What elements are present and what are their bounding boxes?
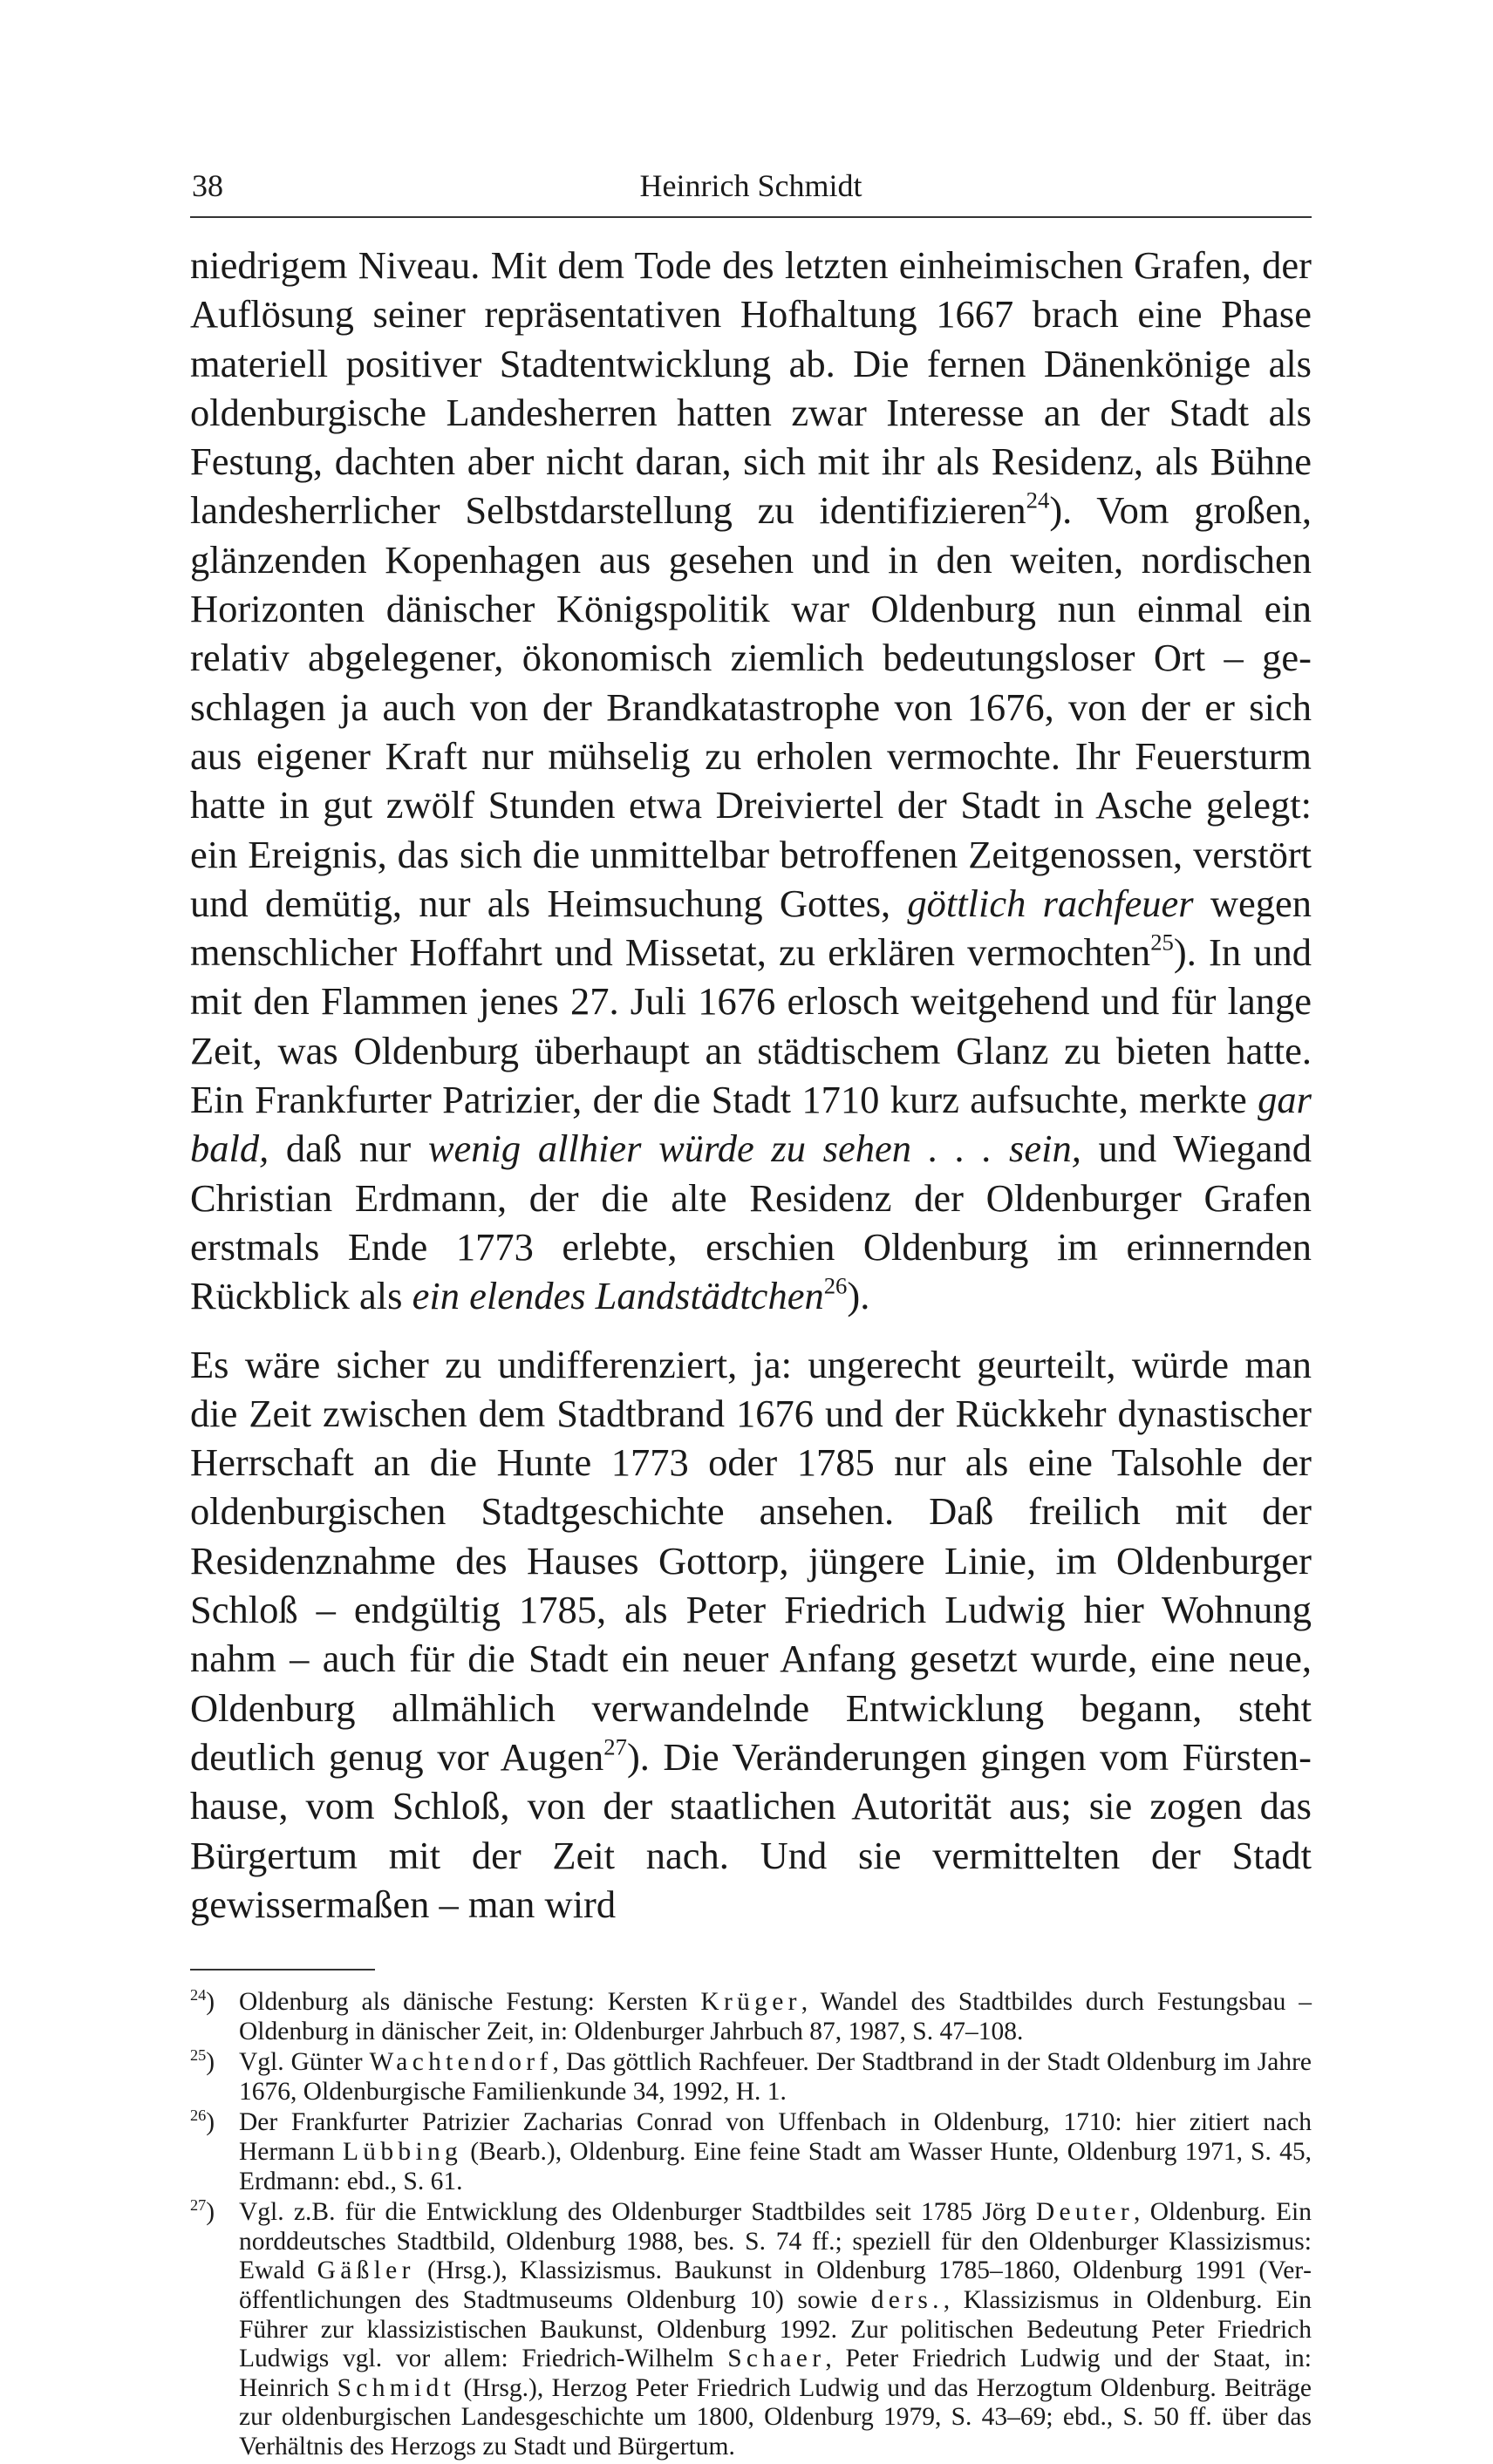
- footnote-mark: $^{25}$): [190, 2046, 215, 2077]
- footnote-mark: $^{27}$): [190, 2196, 215, 2227]
- footnote-text: Vgl. z.B. für die Entwicklung des Oldenburger Stadtbildes seit 1785 Jörg Deuter, Oldenburg. Ein norddeutsches Stadtbild, Oldenburg 1988, bes. S. 74 ff.; speziell für den Oldenburger Klassizismus: Ewald Gäßler (Hrsg.), Klassizismus. Baukunst in Oldenburg 1785–1860, Oldenburg 1991 (Veröffentlichungen des Stadtmuseums Oldenburg 10) sowie ders., Klassizismus in Oldenburg. Ein Führer zur klassizistischen Baukunst, Oldenburg 1992. Zur politischen Bedeutung Peter Friedrich Ludwigs vgl. vor allem: Friedrich-Wilhelm Schaer, Peter Friedrich Ludwig und der Staat, in: Heinrich Schmidt (Hrsg.), Herzog Peter Friedrich Ludwig und das Herzogtum Oldenburg. Beiträge zur oldenburgischen Landesgeschichte um 1800, Oldenburg 1979, S. 43–69; ebd., S. 50 ff. über das Verhältnis des Herzogs zu Stadt und Bürgertum.: [239, 2198, 1312, 2461]
- footnote-27: [190, 2198, 1312, 2461]
- text-run: ). In und mit den Flammen jenes 27. Juli 1676 erlosch weitgehend und für lange Zeit, was Oldenburg überhaupt an städtischem Glanz zu bieten hatte. Ein Frankfurter Patrizier, der die Stadt 1710 kurz aufsuchte, merkte: [190, 930, 1312, 1122]
- author-name: Schaer: [727, 2345, 826, 2373]
- footnote-text: Vgl. Günter Wachtendorf, Das göttlich Rachfeuer. Der Stadtbrand in der Stadt Oldenburg im Jahre 1676, Oldenburgische Familienkunde 34, 1992, H. 1.: [239, 2048, 1312, 2106]
- text-run: ).: [847, 1274, 870, 1318]
- footnote-text: Oldenburg als dänische Festung: Kersten Krüger, Wandel des Stadtbildes durch Festungsbau – Oldenburg in dänischer Zeit, in: Oldenburger Jahrbuch 87, 1987, S. 47–108.: [239, 1988, 1312, 2045]
- book-page: [190, 166, 1312, 2464]
- paragraph: [190, 1340, 1312, 1930]
- header-rule: [190, 216, 1312, 218]
- italic-quote: gar bald,: [190, 1078, 1312, 1171]
- footnote-25: [190, 2048, 1312, 2107]
- italic-quote: wenig allhier würde zu sehen . . . sein,: [427, 1126, 1081, 1171]
- running-head-author: Heinrich Schmidt: [639, 168, 862, 203]
- main-text: [190, 241, 1312, 1929]
- footnote-ref-24[interactable]: 24: [1026, 487, 1050, 514]
- footnote-ref-27[interactable]: 27: [603, 1733, 627, 1760]
- italic-quote: göttlich rachfeuer: [907, 881, 1194, 925]
- text-run: ). Die Veränderungen gingen vom Fürstenhause, vom Schloß, von der staatlichen Autorität aus; sie zogen das Bürgertum mit der Zeit nach. Und sie vermittelten der Stadt gewissermaßen – man wird: [190, 1734, 1312, 1926]
- author-name: Lübbing: [342, 2138, 463, 2167]
- footnote-mark: $^{26}$): [190, 2107, 215, 2137]
- author-name: Gäßler: [317, 2256, 415, 2285]
- footnote-26: [190, 2108, 1312, 2196]
- footnote-ref-26[interactable]: 26: [823, 1272, 848, 1299]
- author-name: Krüger: [700, 1988, 801, 2017]
- italic-quote: ein elendes Landstädtchen: [412, 1274, 824, 1318]
- footnote-rule: [190, 1969, 375, 1971]
- text-run: wegen menschlicher Hoffahrt und Missetat, zu erklären vermochten: [190, 881, 1312, 975]
- text-run: daß nur: [269, 1126, 428, 1171]
- text-run: ). Vom großen, glänzenden Kopenhagen aus gesehen und in den weiten, nordischen Horizonten dänischer Königspolitik war Oldenburg nun einmal ein relativ abgelegener, ökonomisch ziemlich bedeutungsloser Ort – geschlagen ja auch von der Brandkatastrophe von 1676, von der er sich aus eigener Kraft nur mühselig zu erholen vermochte. Ihr Feuersturm hatte in gut zwölf Stunden etwa Dreiviertel der Stadt in Asche gelegt: ein Ereignis, das sich die unmittelbar betroffenen Zeitgenossen, verstört und demütig, nur als Heimsuchung Gottes,: [190, 488, 1312, 925]
- author-name: Wachtendorf: [369, 2048, 553, 2077]
- footnote-24: [190, 1988, 1312, 2046]
- footnote-mark: $^{24}$): [190, 1986, 215, 2017]
- footnotes: [190, 1988, 1312, 2462]
- author-name: Deuter: [1035, 2198, 1135, 2227]
- footnote-ref-25[interactable]: 25: [1150, 929, 1174, 956]
- paragraph: [190, 241, 1312, 1321]
- author-name: ders.: [870, 2286, 944, 2315]
- text-run: Es wäre sicher zu undifferenziert, ja: ungerecht geurteilt, würde man die Zeit zwischen dem Stadtbrand 1676 und der Rückkehr dynastischer Herrschaft an die Hunte 1773 oder 1785 nur als eine Talsohle der oldenburgischen Stadtgeschichte ansehen. Daß freilich mit der Residenznahme des Hauses Gottorp, jüngere Linie, im Oldenburger Schloß – endgültig 1785, als Peter Friedrich Ludwig hier Wohnung nahm – auch für die Stadt ein neuer Anfang gesetzt wurde, eine neue, Oldenburg allmählich verwandelnde Entwicklung begann, steht deutlich genug vor Augen: [190, 1342, 1312, 1779]
- text-run: und Wiegand Christian Erdmann, der die alte Residenz der Oldenburger Grafen erstmals Ende 1773 erlebte, erschien Oldenburg im erinnernden Rückblick als: [190, 1126, 1312, 1318]
- running-head: [190, 166, 1312, 206]
- footnote-text: Der Frankfurter Patrizier Zacharias Conrad von Uffenbach in Oldenburg, 1710: hier zitiert nach Hermann Lübbing (Bearb.), Oldenburg. Eine feine Stadt am Wasser Hunte, Oldenburg 1971, S. 45, Erdmann: ebd., S. 61.: [239, 2108, 1312, 2195]
- author-name: Schmidt: [337, 2373, 456, 2402]
- page-number: 38: [192, 168, 223, 203]
- text-run: niedrigem Niveau. Mit dem Tode des letzten einheimischen Grafen, der Auflösung seiner repräsentativen Hofhaltung 1667 brach eine Phase materiell positiver Stadtentwicklung ab. Die fernen Dänenkönige als oldenburgische Landesherren hatten zwar Interesse an der Stadt als Festung, dachten aber nicht daran, sich mit ihr als Residenz, als Bühne landesherrlicher Selbstdarstellung zu identifizieren: [190, 243, 1312, 533]
